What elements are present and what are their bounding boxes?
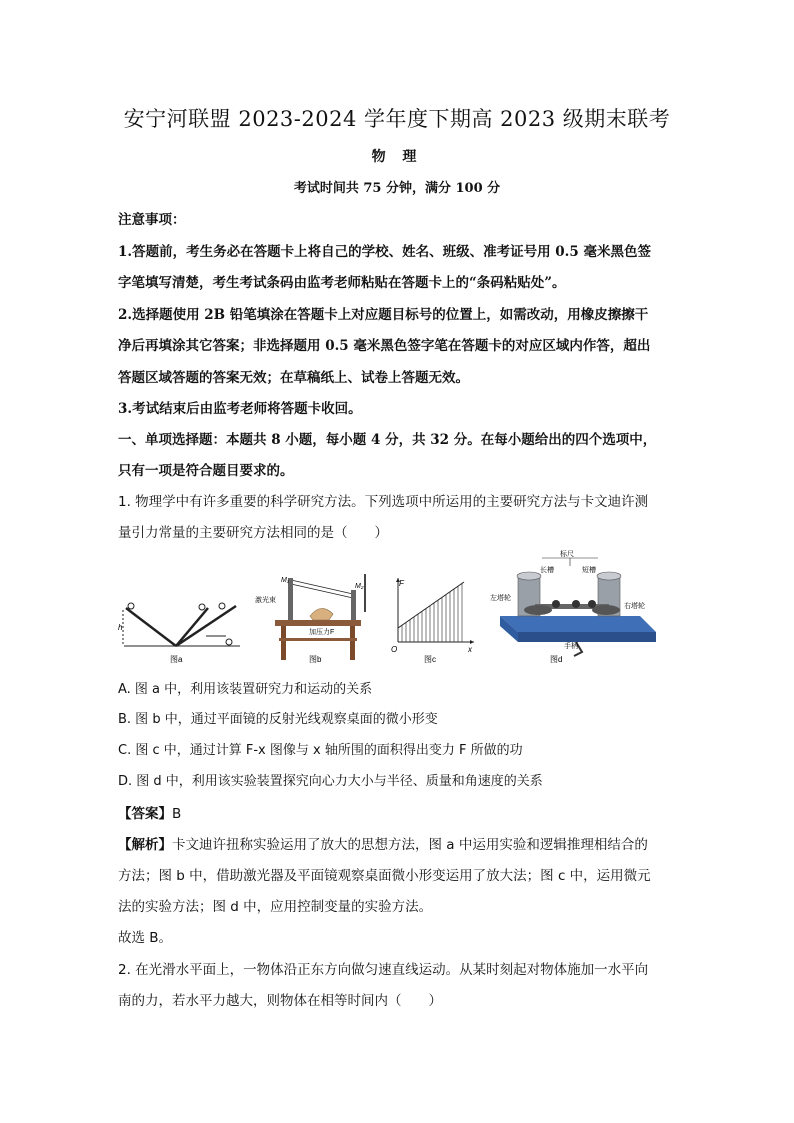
exam-title: 安宁河联盟 2023-2024 学年度下期高 2023 级期末联考 — [123, 107, 671, 131]
ball — [219, 603, 225, 609]
option-c: C. 图 c 中，通过计算 F-x 图像与 x 轴所围的面积得出变力 F 所做的功 — [118, 743, 523, 758]
time-info: 考试时间共 75 分钟，满分 100 分 — [293, 181, 501, 196]
table-leg — [350, 626, 355, 660]
label-b: B — [572, 596, 577, 602]
press-hand — [310, 608, 333, 620]
analysis-line: 方法；图 b 中，借助激光器及平面镜观察桌面微小形变运用了放大法；图 c 中，运用微元 — [118, 868, 651, 884]
notice-line: 3.考试结束后由监考老师将答题卡收回。 — [118, 401, 362, 417]
label-m1: M₁ — [281, 577, 290, 584]
option-d: D. 图 d 中，利用该实验装置探究向心力大小与半径、质量和角速度的关系 — [118, 774, 543, 789]
section-heading: 一、单项选择题：本题共 8 小题，每小题 4 分，共 32 分。在每小题给出的四个选项中， — [118, 432, 657, 448]
analysis-tag: 【解析】 — [118, 837, 172, 853]
question-1-text: 量引力常量的主要研究方法相同的是（ ） — [118, 525, 388, 541]
label-right-pulley: 右塔轮 — [624, 603, 645, 610]
figure-a — [118, 586, 248, 664]
notice-line: 字笔填写清楚，考生考试条码由监考老师粘贴在答题卡上的“条码粘贴处”。 — [118, 275, 566, 291]
right-cap — [597, 572, 621, 580]
left-ramp — [126, 608, 176, 646]
label-short-groove: 短槽 — [582, 567, 596, 574]
right-pulley — [592, 605, 620, 615]
figure-d — [490, 546, 670, 664]
figure-b — [255, 572, 375, 664]
base-top — [500, 616, 656, 632]
figure-b-caption: 图b — [309, 655, 322, 664]
answer-tag: 【答案】 — [118, 806, 172, 822]
label-laser: 激光束 — [255, 597, 276, 604]
notice-line: 答题区域答题的答案无效；在草稿纸上、试卷上答题无效。 — [118, 370, 469, 386]
mirror-m1 — [288, 578, 293, 620]
area-hatching — [402, 583, 462, 642]
ball — [199, 604, 205, 610]
answer-value: B — [172, 806, 182, 822]
label-a: A — [552, 596, 557, 602]
label-force: 加压力F — [309, 629, 335, 636]
notice-line: 2.选择题使用 2B 铅笔填涂在答题卡上对应题目标号的位置上，如需改动，用橡皮擦擦干 — [118, 307, 649, 323]
question-2-text: 2. 在光滑水平面上，一物体沿正东方向做匀速直线运动。从某时刻起对物体施加一水平向 — [118, 962, 649, 978]
left-cap — [517, 572, 541, 580]
label-h: h — [118, 623, 123, 632]
question-2-text: 南的力，若水平力越大，则物体在相等时间内（ ） — [118, 993, 442, 1009]
analysis-line: 卡文迪许扭称实验运用了放大的思想方法，图 a 中运用实验和逻辑推理相结合的 — [172, 837, 648, 853]
figure-c-caption: 图c — [424, 655, 436, 664]
analysis-row — [118, 833, 678, 853]
label-m2: M₂ — [355, 583, 364, 590]
figure-a-caption: 图a — [170, 655, 183, 664]
label-ruler: 标尺 — [560, 551, 574, 558]
option-a: A. 图 a 中，利用该装置研究力和运动的关系 — [118, 682, 373, 697]
base-front — [518, 632, 656, 642]
analysis-line: 法的实验方法；图 d 中，应用控制变量的实验方法。 — [118, 899, 433, 915]
laser-beam — [291, 580, 353, 594]
x-arrow — [470, 640, 474, 644]
figure-d-caption: 图d — [550, 655, 563, 664]
label-handle: 手柄 — [564, 643, 578, 650]
answer-row — [118, 802, 678, 822]
table-top — [275, 620, 361, 626]
table-leg — [281, 626, 286, 660]
mirror-m2 — [351, 590, 356, 620]
section-heading: 只有一项是符合题目要求的。 — [118, 463, 294, 479]
notice-heading: 注意事项： — [118, 212, 186, 228]
label-o: O — [391, 645, 398, 654]
notice-line: 1.答题前，考生务必在答题卡上将自己的学校、姓名、班级、准考证号用 0.5 毫米黑色签 — [118, 244, 651, 260]
label-x: x — [468, 645, 472, 654]
laser-beam — [291, 584, 353, 598]
figure-c — [388, 572, 480, 664]
label-left-pulley: 左塔轮 — [490, 595, 511, 602]
table-rail — [279, 638, 357, 641]
label-long-groove: 长槽 — [540, 567, 554, 574]
notice-line: 净后再填涂其它答案；非选择题用 0.5 毫米黑色签字笔在答题卡的对应区域内作答，超出 — [118, 338, 651, 354]
option-b: B. 图 b 中，通过平面镜的反射光线观察桌面的微小形变 — [118, 712, 438, 727]
question-1-text: 1. 物理学中有许多重要的科学研究方法。下列选项中所运用的主要研究方法与卡文迪许测 — [118, 494, 649, 510]
ball — [226, 639, 232, 645]
label-c: C — [588, 596, 593, 602]
subject-title: 物 理 — [371, 149, 423, 165]
label-f: F — [399, 579, 404, 588]
conclusion: 故选 B。 — [118, 930, 173, 946]
left-pulley — [524, 605, 552, 615]
ball — [128, 603, 134, 609]
